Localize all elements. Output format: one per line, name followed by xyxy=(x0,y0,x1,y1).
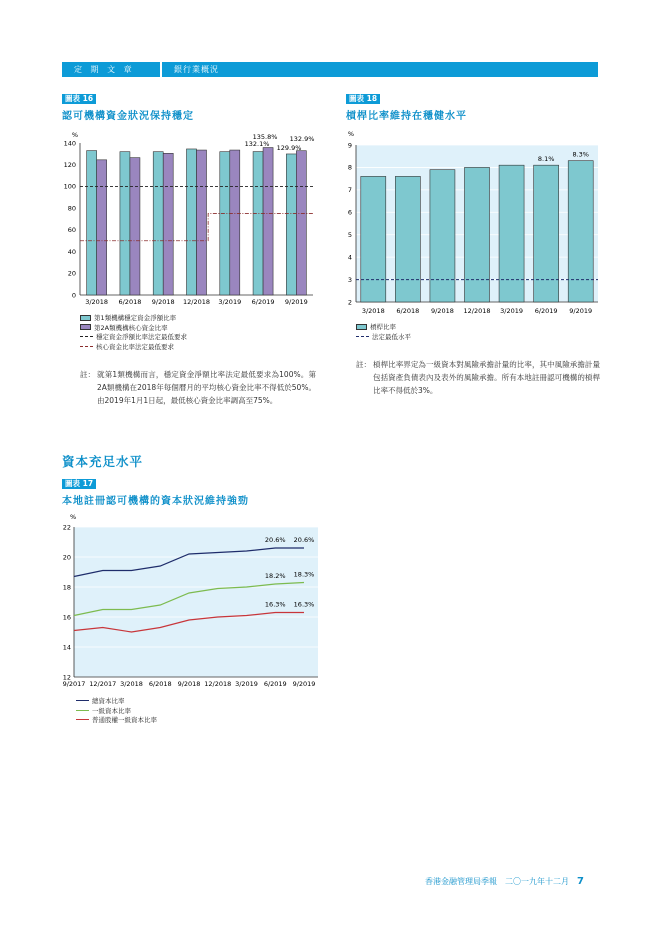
legend-label: 第1類機構穩定資金淨額比率 xyxy=(94,314,177,323)
legend-item xyxy=(76,715,157,725)
chart17-unit: % xyxy=(70,513,77,521)
note-label: 註： xyxy=(356,360,371,369)
y-tick-label: 60 xyxy=(67,226,76,235)
bar xyxy=(253,152,263,295)
y-tick-label: 2 xyxy=(347,298,352,307)
bar xyxy=(430,170,455,302)
x-tick-label: 6/2019 xyxy=(534,307,558,315)
legend-label: 穩定資金淨額比率法定最低要求 xyxy=(96,333,187,342)
bar xyxy=(568,161,593,302)
chart18-note xyxy=(356,358,600,402)
legend-item xyxy=(80,323,187,333)
legend-label: 一級資本比率 xyxy=(92,706,131,715)
y-tick-label: 100 xyxy=(63,182,76,191)
bar xyxy=(499,165,524,302)
chart18-title: 槓桿比率維持在穩健水平 xyxy=(346,111,467,122)
chart17-tag: 圖表 17 xyxy=(62,479,96,489)
x-tick-label: 9/2018 xyxy=(151,298,175,306)
y-tick-label: 20 xyxy=(62,553,71,562)
x-tick-label: 3/2019 xyxy=(235,680,258,688)
header-bar xyxy=(62,62,598,77)
y-tick-label: 8 xyxy=(347,163,352,172)
header-section-label: 定 期 文 章 xyxy=(74,65,135,74)
legend-line xyxy=(76,700,89,701)
x-tick-label: 12/2018 xyxy=(204,680,232,688)
x-tick-label: 3/2018 xyxy=(85,298,109,306)
legend-swatch xyxy=(80,324,91,330)
x-tick-label: 3/2018 xyxy=(120,680,143,688)
bar xyxy=(197,150,207,295)
y-tick-label: 3 xyxy=(347,275,352,284)
bar xyxy=(120,152,130,295)
bar xyxy=(361,176,386,302)
legend-item xyxy=(80,313,187,323)
y-tick-label: 22 xyxy=(62,523,71,532)
bar xyxy=(465,167,490,302)
bar xyxy=(534,165,559,302)
bar xyxy=(263,148,273,295)
chart18-tag: 圖表 18 xyxy=(346,94,380,104)
bar xyxy=(187,149,197,295)
legend-swatch xyxy=(80,315,91,321)
data-label: 8.1% xyxy=(537,155,555,164)
footer xyxy=(425,876,584,887)
x-tick-label: 6/2019 xyxy=(263,680,287,688)
y-tick-label: 14 xyxy=(62,643,71,652)
legend-label: 核心資金比率法定最低要求 xyxy=(96,342,174,351)
section-title: 資本充足水平 xyxy=(62,454,144,469)
legend-label: 總資本比率 xyxy=(92,697,125,706)
legend-swatch xyxy=(356,324,367,330)
x-tick-label: 6/2018 xyxy=(118,298,142,306)
bar xyxy=(220,152,230,295)
y-tick-label: 5 xyxy=(347,231,352,240)
y-tick-label: 120 xyxy=(63,161,76,170)
x-tick-label: 6/2018 xyxy=(396,307,420,315)
y-tick-label: 16 xyxy=(62,613,71,622)
bar xyxy=(87,151,97,295)
chart16 xyxy=(60,126,325,311)
data-label: 20.6% xyxy=(293,536,315,544)
data-label: 8.3% xyxy=(572,150,589,159)
data-label: 135.8% xyxy=(252,133,278,141)
chart17-legend xyxy=(76,696,157,725)
data-label: 132.1% xyxy=(244,140,270,148)
bar xyxy=(286,154,296,295)
legend-line xyxy=(356,336,369,337)
chart16-legend xyxy=(80,313,187,351)
legend-label: 法定最低水平 xyxy=(372,332,411,341)
chart16-unit: % xyxy=(71,131,78,139)
legend-label: 普通股權一級資本比率 xyxy=(92,716,157,725)
legend-line xyxy=(76,710,89,711)
y-tick-label: 18 xyxy=(62,583,71,592)
y-tick-label: 7 xyxy=(347,186,352,195)
y-tick-label: 9 xyxy=(347,141,352,150)
header-divider xyxy=(160,62,162,77)
bar xyxy=(230,150,240,295)
x-tick-label: 9/2017 xyxy=(62,680,86,688)
footer-publication: 香港金融管理局季報 二〇一九年十二月 xyxy=(425,877,569,886)
y-tick-label: 80 xyxy=(67,204,76,213)
data-label: 18.3% xyxy=(293,570,315,579)
chart18-unit: % xyxy=(347,130,354,138)
data-label: 16.3% xyxy=(293,600,315,609)
x-tick-label: 9/2018 xyxy=(177,680,201,688)
data-label: 16.3% xyxy=(264,600,286,609)
chart17 xyxy=(56,510,324,692)
legend-line xyxy=(80,346,93,347)
page-number: 7 xyxy=(577,876,584,887)
data-label: 18.2% xyxy=(264,572,286,580)
note-text: 槓桿比率界定為一級資本對風險承擔計量的比率，其中風險承擔計量包括資產負債表內及表外的風險承擔。所有本地註冊認可機構的槓桿比率不得低於3%。 xyxy=(373,360,600,395)
y-tick-label: 20 xyxy=(67,269,76,278)
legend-line xyxy=(80,336,93,337)
chart18-legend xyxy=(356,322,411,341)
x-tick-label: 12/2018 xyxy=(182,298,211,306)
bar xyxy=(163,153,173,295)
note-text: 就第1類機構而言，穩定資金淨額比率法定最低要求為100%。第2A類機構在2018年每個曆月的平均核心資金比率不得低於50%。由2019年1月1日起，最低核心資金比率調高至75%。 xyxy=(97,370,316,405)
x-tick-label: 6/2018 xyxy=(148,680,172,688)
legend-item xyxy=(76,706,157,716)
y-tick-label: 40 xyxy=(67,247,76,256)
legend-item xyxy=(356,322,411,332)
legend-label: 槓桿比率 xyxy=(370,323,396,332)
y-tick-label: 4 xyxy=(347,253,352,262)
x-tick-label: 3/2018 xyxy=(361,307,385,315)
x-tick-label: 6/2019 xyxy=(251,298,275,306)
x-tick-label: 9/2019 xyxy=(284,298,308,306)
y-tick-label: 140 xyxy=(63,139,76,148)
x-tick-label: 3/2019 xyxy=(218,298,242,306)
legend-item xyxy=(76,696,157,706)
data-label: 129.9% xyxy=(276,144,302,152)
legend-label: 第2A類機構核心資金比率 xyxy=(94,323,168,332)
legend-item xyxy=(80,342,187,352)
bar xyxy=(296,151,306,295)
y-tick-label: 6 xyxy=(347,208,352,217)
x-tick-label: 12/2017 xyxy=(89,680,117,688)
y-tick-label: 12 xyxy=(62,673,71,682)
bar xyxy=(130,158,140,295)
header-subtitle: 銀行業概況 xyxy=(174,65,219,74)
note-label: 註： xyxy=(80,370,95,379)
chart16-title: 認可機構資金狀況保持穩定 xyxy=(62,111,194,122)
data-label: 132.9% xyxy=(289,135,315,143)
bar xyxy=(97,160,107,295)
x-tick-label: 9/2019 xyxy=(569,307,593,315)
chart18 xyxy=(340,126,602,321)
data-label: 20.6% xyxy=(264,536,286,544)
y-tick-label: 0 xyxy=(71,291,76,300)
chart16-note xyxy=(80,368,316,424)
chart17-title: 本地註冊認可機構的資本狀況維持強勁 xyxy=(62,496,249,507)
chart16-tag: 圖表 16 xyxy=(62,94,96,104)
bar xyxy=(153,152,163,295)
x-tick-label: 3/2019 xyxy=(500,307,524,315)
legend-item xyxy=(80,332,187,342)
x-tick-label: 9/2019 xyxy=(292,680,316,688)
bar xyxy=(395,176,420,302)
x-tick-label: 9/2018 xyxy=(430,307,454,315)
x-tick-label: 12/2018 xyxy=(463,307,491,315)
legend-line xyxy=(76,719,89,720)
legend-item xyxy=(356,332,411,342)
